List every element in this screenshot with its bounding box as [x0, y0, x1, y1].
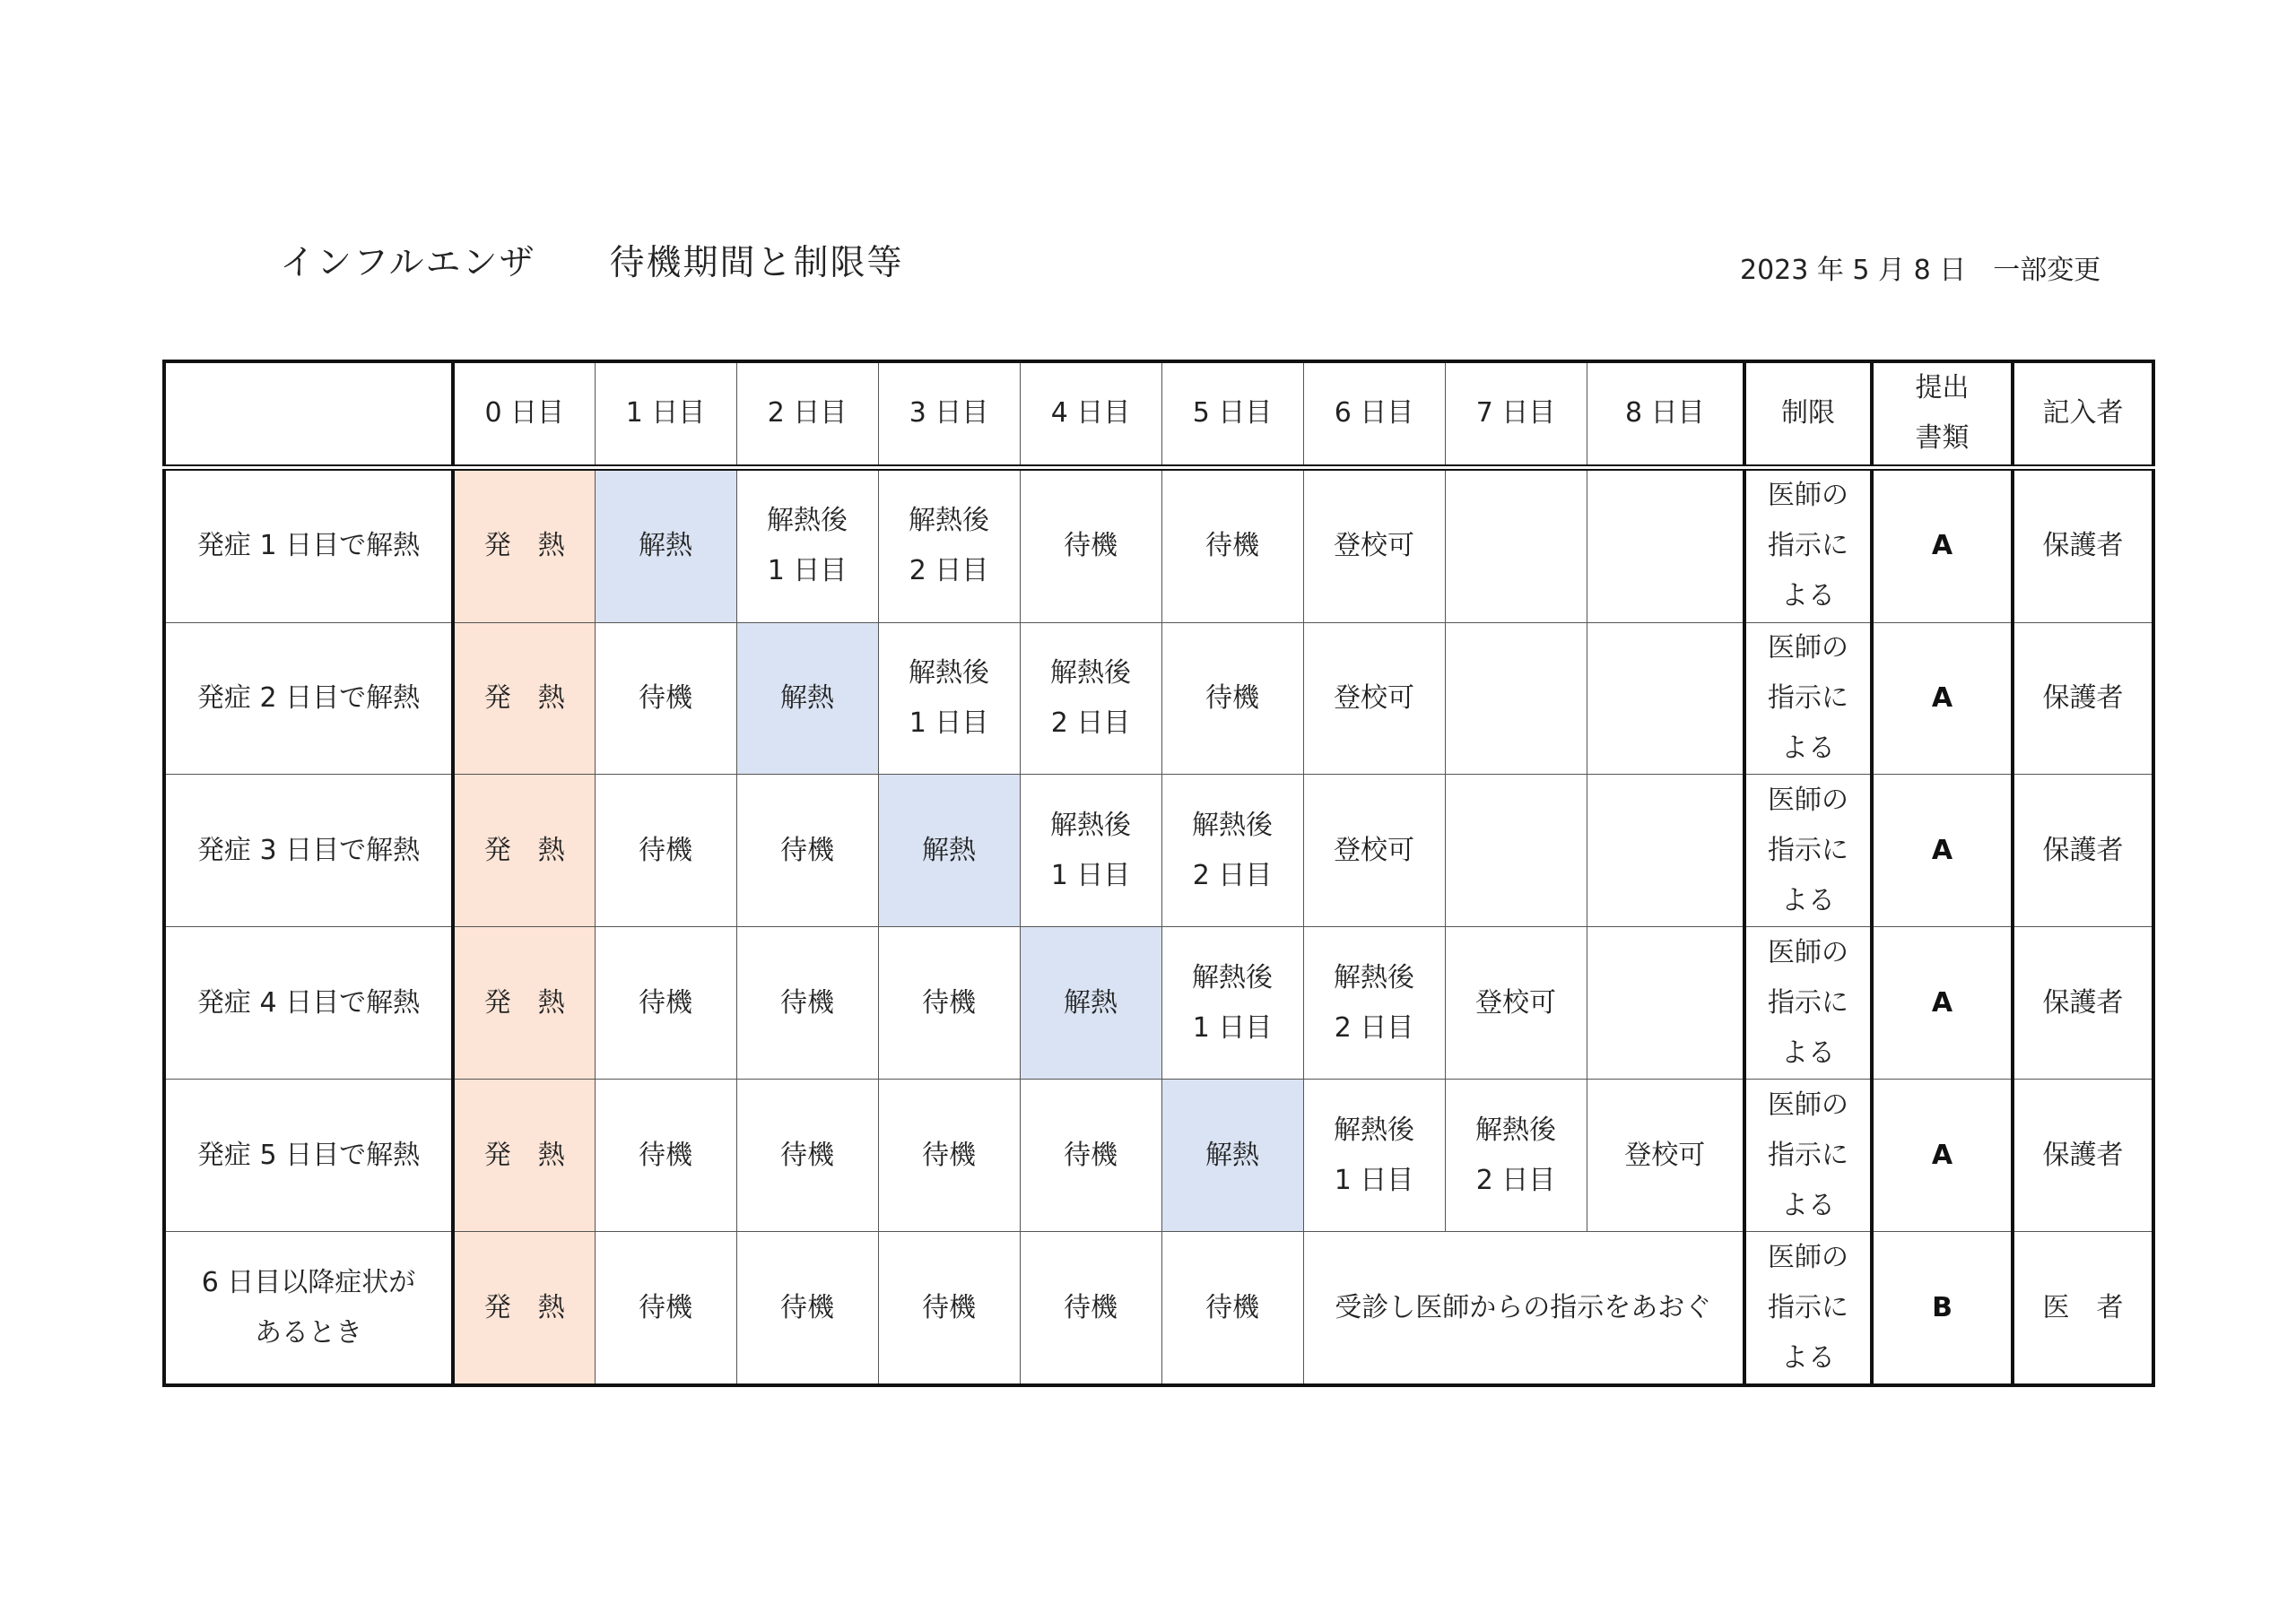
header-recorder: 記入者	[2013, 361, 2153, 467]
fever-cell: 発 熱	[453, 1080, 595, 1232]
day-cell	[1587, 927, 1744, 1080]
day-cell: 待機	[1161, 467, 1303, 622]
day-cell	[1587, 467, 1744, 622]
fever-resolved-cell: 解熱	[1020, 927, 1161, 1080]
row-label: 発症 5 日目で解熱	[164, 1080, 453, 1232]
row-label: 発症 2 日目で解熱	[164, 622, 453, 775]
day-cell	[1445, 467, 1587, 622]
header-day-3: 3 日目	[878, 361, 1020, 467]
day-cell: 登校可	[1303, 775, 1445, 927]
day-cell: 待機	[878, 927, 1020, 1080]
fever-resolved-cell: 解熱	[1161, 1080, 1303, 1232]
header-day-7: 7 日目	[1445, 361, 1587, 467]
day-cell: 待機	[1161, 622, 1303, 775]
header-restriction: 制限	[1744, 361, 1872, 467]
day-cell	[1445, 775, 1587, 927]
day-cell: 待機	[736, 775, 878, 927]
recorder-cell: 保護者	[2013, 927, 2153, 1080]
day-cell: 解熱後 1 日目	[1303, 1080, 1445, 1232]
day-cell: 待機	[595, 1232, 736, 1385]
fever-cell: 発 熱	[453, 927, 595, 1080]
revision-date: 2023 年 5 月 8 日 一部変更	[1740, 255, 2101, 286]
table-header-row	[164, 361, 2153, 467]
day-cell	[1587, 775, 1744, 927]
restriction-cell: 医師の 指示に よる	[1744, 927, 1872, 1080]
day-cell: 解熱後 2 日目	[878, 467, 1020, 622]
recorder-cell: 保護者	[2013, 775, 2153, 927]
table-row	[164, 775, 2153, 927]
fever-cell: 発 熱	[453, 1232, 595, 1385]
day-cell: 解熱後 1 日目	[878, 622, 1020, 775]
header-day-2: 2 日目	[736, 361, 878, 467]
day-cell: 解熱後 2 日目	[1303, 927, 1445, 1080]
day-cell: 登校可	[1303, 622, 1445, 775]
day-cell: 待機	[595, 622, 736, 775]
restriction-cell: 医師の 指示に よる	[1744, 775, 1872, 927]
day-cell	[1587, 622, 1744, 775]
header-corner-cell	[164, 361, 453, 467]
recorder-cell: 保護者	[2013, 467, 2153, 622]
header-day-4: 4 日目	[1020, 361, 1161, 467]
document-grade: A	[1872, 467, 2013, 622]
fever-resolved-cell: 解熱	[736, 622, 878, 775]
day-cell: 待機	[595, 775, 736, 927]
day-cell: 待機	[878, 1232, 1020, 1385]
header-day-0: 0 日目	[453, 361, 595, 467]
fever-resolved-cell: 解熱	[878, 775, 1020, 927]
table-row	[164, 1080, 2153, 1232]
day-cell	[1445, 622, 1587, 775]
document-grade: A	[1872, 622, 2013, 775]
consult-doctor-note: 受診し医師からの指示をあおぐ	[1303, 1232, 1744, 1385]
fever-cell: 発 熱	[453, 775, 595, 927]
day-cell: 解熱後 1 日目	[1161, 927, 1303, 1080]
day-cell: 待機	[1161, 1232, 1303, 1385]
fever-cell: 発 熱	[453, 622, 595, 775]
header-day-8: 8 日目	[1587, 361, 1744, 467]
restriction-cell: 医師の 指示に よる	[1744, 1080, 1872, 1232]
document-title: インフルエンザ 待機期間と制限等	[280, 243, 904, 283]
day-cell: 解熱後 2 日目	[1020, 622, 1161, 775]
day-cell: 登校可	[1445, 927, 1587, 1080]
restriction-cell: 医師の 指示に よる	[1744, 622, 1872, 775]
recorder-cell: 保護者	[2013, 1080, 2153, 1232]
quarantine-schedule-table	[162, 360, 2155, 1387]
day-cell: 登校可	[1587, 1080, 1744, 1232]
day-cell: 待機	[1020, 467, 1161, 622]
header-submission-document: 提出 書類	[1872, 361, 2013, 467]
document-grade: A	[1872, 775, 2013, 927]
header-day-6: 6 日目	[1303, 361, 1445, 467]
day-cell: 待機	[595, 927, 736, 1080]
day-cell: 登校可	[1303, 467, 1445, 622]
fever-cell: 発 熱	[453, 467, 595, 622]
day-cell: 待機	[878, 1080, 1020, 1232]
day-cell: 待機	[736, 1232, 878, 1385]
row-label: 6 日目以降症状が あるとき	[164, 1232, 453, 1385]
document-grade: A	[1872, 1080, 2013, 1232]
table-row	[164, 1232, 2153, 1385]
fever-resolved-cell: 解熱	[595, 467, 736, 622]
day-cell: 解熱後 2 日目	[1445, 1080, 1587, 1232]
day-cell: 待機	[1020, 1080, 1161, 1232]
day-cell: 待機	[1020, 1232, 1161, 1385]
recorder-cell: 医 者	[2013, 1232, 2153, 1385]
document-grade: A	[1872, 927, 2013, 1080]
row-label: 発症 1 日目で解熱	[164, 467, 453, 622]
day-cell: 待機	[736, 1080, 878, 1232]
restriction-cell: 医師の 指示に よる	[1744, 1232, 1872, 1385]
row-label: 発症 3 日目で解熱	[164, 775, 453, 927]
table-row	[164, 927, 2153, 1080]
day-cell: 解熱後 2 日目	[1161, 775, 1303, 927]
restriction-cell: 医師の 指示に よる	[1744, 467, 1872, 622]
day-cell: 待機	[595, 1080, 736, 1232]
day-cell: 待機	[736, 927, 878, 1080]
table-row	[164, 467, 2153, 622]
header-day-5: 5 日目	[1161, 361, 1303, 467]
table-row	[164, 622, 2153, 775]
day-cell: 解熱後 1 日目	[1020, 775, 1161, 927]
recorder-cell: 保護者	[2013, 622, 2153, 775]
document-grade: B	[1872, 1232, 2013, 1385]
day-cell: 解熱後 1 日目	[736, 467, 878, 622]
header-day-1: 1 日目	[595, 361, 736, 467]
row-label: 発症 4 日目で解熱	[164, 927, 453, 1080]
